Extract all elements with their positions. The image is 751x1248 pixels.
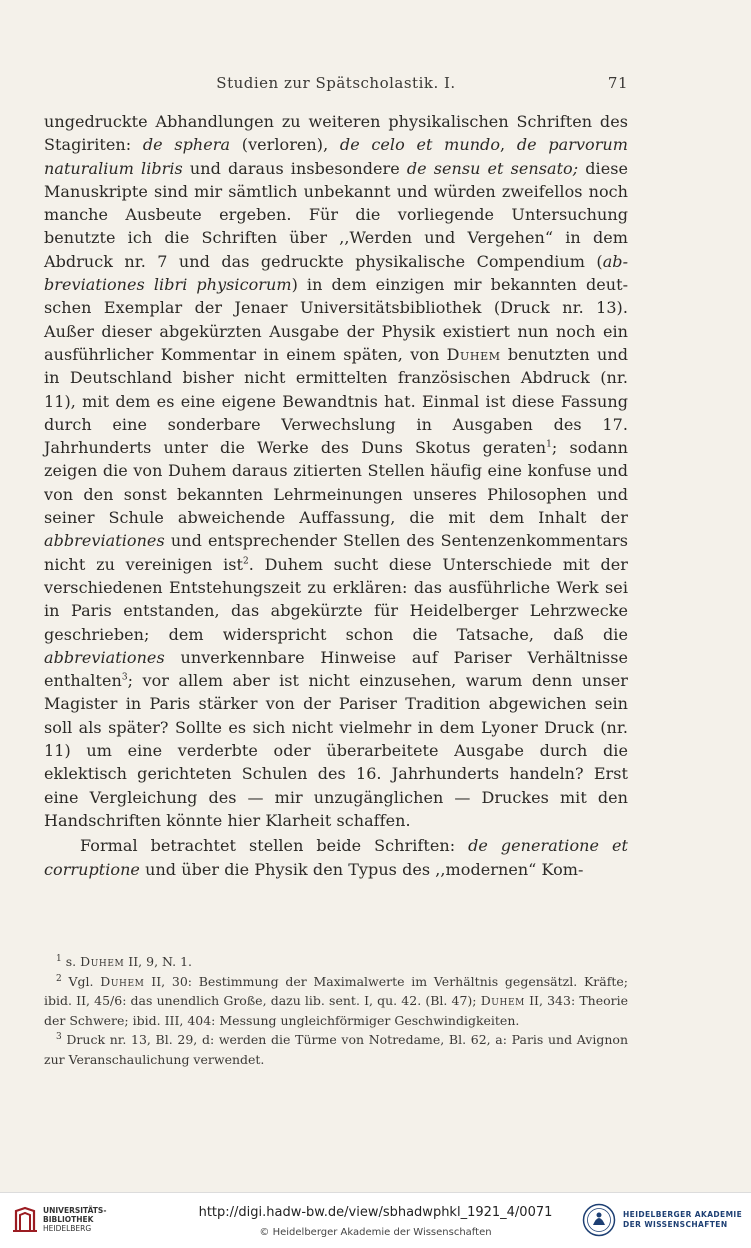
text-run: benutzten und in Deutschland bisher nicht ermittelten französischen Abdruck (nr. 11), mit dem es eine eigene Bewandtnis hat. Einmal ist diese Fassung durch eine sonderbare Verwechslung in Ausgaben des 17. Jahrhunderts unter die Werke des Duns Skotus geraten — [44, 344, 628, 458]
text-run: II, 9, N. 1. — [124, 954, 193, 969]
italic-title: de generatione et corruptione — [44, 836, 628, 879]
text-run: und entsprechender Stellen des Sentenzenkommentars nicht zu vereinigen ist — [44, 531, 628, 574]
body-text — [44, 110, 628, 881]
library-name-line: BIBLIOTHEK — [43, 1215, 94, 1224]
academy-seal-icon — [582, 1203, 616, 1237]
footnote-ref-3: 3 — [121, 672, 128, 683]
text-run: Druck nr. 13, Bl. 29, d: werden die Türme von Notredame, Bl. 62, a: Paris und Avignon zur Veranschaulichung verwendet. — [44, 1032, 628, 1067]
italic-title: de sphera — [142, 135, 231, 155]
text-run: , — [500, 135, 517, 155]
text-run: und daraus insbesondere — [182, 158, 407, 178]
footnote-mark: 2 — [56, 973, 62, 984]
page-header — [44, 74, 628, 96]
text-run: diese Manuskripte sind mir sämtlich unbekannt und würden zweifellos noch manche Ausbeute ergeben. Für die vorliegende Untersuchung benutzte ich die Schriften über ,,Werden und Vergehen“ in dem Abdruck nr. 7 und das gedruckte physikalische Compendium ( — [44, 158, 628, 271]
page-number: 71 — [607, 74, 628, 92]
text-run: ungedruckte Abhandlungen zu weiteren physikalischen Schriften des Stagiriten: — [44, 112, 628, 155]
text-run: Formal betrachtet stellen beide Schriften: — [80, 836, 469, 856]
italic-title: abbreviationes libri physicorum — [44, 251, 628, 295]
author-name: Duhem — [480, 993, 525, 1008]
footnote-mark: 1 — [56, 953, 62, 964]
permalink-url[interactable]: http://digi.hadw-bw.de/view/sbhadwphkl_1921_4/0071 — [198, 1205, 553, 1220]
italic-title: abbreviationes — [44, 647, 165, 667]
author-name: Duhem — [80, 954, 125, 969]
footnote-ref-1: 1 — [546, 439, 552, 450]
italic-title: de sensu et sensato; — [406, 158, 579, 178]
library-name-line: HEIDELBERG — [43, 1224, 92, 1233]
text-run: ) in dem einzigen mir bekannten deutschen Exemplar der Jenaer Universitätsbibliothek (Druck nr. 13). Außer dieser abgekürzten Ausgabe der Physik existiert nun noch ein ausführlicher Kommentar in einem späten, von — [44, 275, 628, 364]
footnote-2 — [44, 972, 628, 1031]
text-run: unverkennbare Hinweise auf Pariser Verhältnisse enthalten — [44, 647, 628, 691]
italic-title: de parvorum naturalium libris — [44, 135, 628, 178]
text-run: ; sodann zeigen die von Duhem daraus zitierten Stellen häufig eine konfuse und von den sonst bekannten Lehrmeinungen unseres Philosophen und seiner Schule abweichende Auffassung, die mit dem Inhalt der — [44, 438, 628, 528]
text-run: und über die Physik den Typus des ,,modernen“ Kom- — [139, 859, 584, 879]
text-run: II, 343: Theorie der Schwere; ibid. III, 404: Messung ungleichförmiger Geschwindigkeiten. — [44, 993, 628, 1028]
footnote-3 — [44, 1030, 628, 1069]
paragraph-1 — [44, 110, 628, 832]
text-run: . Duhem sucht diese Unterschiede mit der verschiedenen Entstehungszeit zu erklären: das ausführliche Werk sei in Paris entstanden, das abgekürzte für Heidelberger Lehrzwecke geschrieben; dem widerspricht schon die Tatsache, daß die — [44, 554, 628, 644]
text-run: (verloren), — [230, 135, 340, 155]
author-name: Duhem — [446, 344, 501, 364]
paragraph-2 — [44, 834, 628, 881]
italic-title: de celo et mundo — [339, 135, 501, 155]
text-run: Vgl. — [61, 973, 101, 989]
text-run: s. — [61, 954, 81, 969]
footnote-mark: 3 — [56, 1031, 62, 1042]
text-run: ; vor allem aber ist nicht einzusehen, warum denn unser Magister in Paris stärker von der Pariser Tradition abgewichen sein soll als später? Sollte es sich nicht vielmehr in dem Lyoner Druck (nr. 11) um eine verderbte oder überarbeitete Ausgabe durch die eklektisch gerichteten Schulen des 16. Jahrhunderts handeln? Erst eine Vergleichung des — mir unzugänglichen — Druckes mit den Handschriften könnte hier Klarheit schaffen. — [44, 671, 628, 830]
text-run: II, 30: Bestimmung der Maximalwerte im Verhältnis gegensätzl. Kräfte; ibid. II, 45/6: das unendlich Große, dazu lib. sent. I, qu. 42. (Bl. 47); — [44, 973, 628, 1008]
academy-name — [623, 1210, 742, 1230]
footnotes — [44, 952, 628, 1069]
author-name: Duhem — [100, 973, 145, 989]
copyright-notice: © Heidelberger Akademie der Wissenschaften — [259, 1227, 492, 1238]
italic-title: abbreviationes — [44, 531, 165, 551]
running-title: Studien zur Spätscholastik. I. — [216, 74, 456, 92]
academy-name-line: DER WISSENSCHAFTEN — [623, 1220, 728, 1229]
academy-name-line: HEIDELBERGER AKADEMIE — [623, 1210, 743, 1219]
footer-bar — [0, 1192, 751, 1248]
footnote-ref-2: 2 — [243, 556, 249, 567]
footnote-1 — [44, 952, 628, 972]
library-name-line: UNIVERSITÄTS- — [43, 1206, 107, 1215]
